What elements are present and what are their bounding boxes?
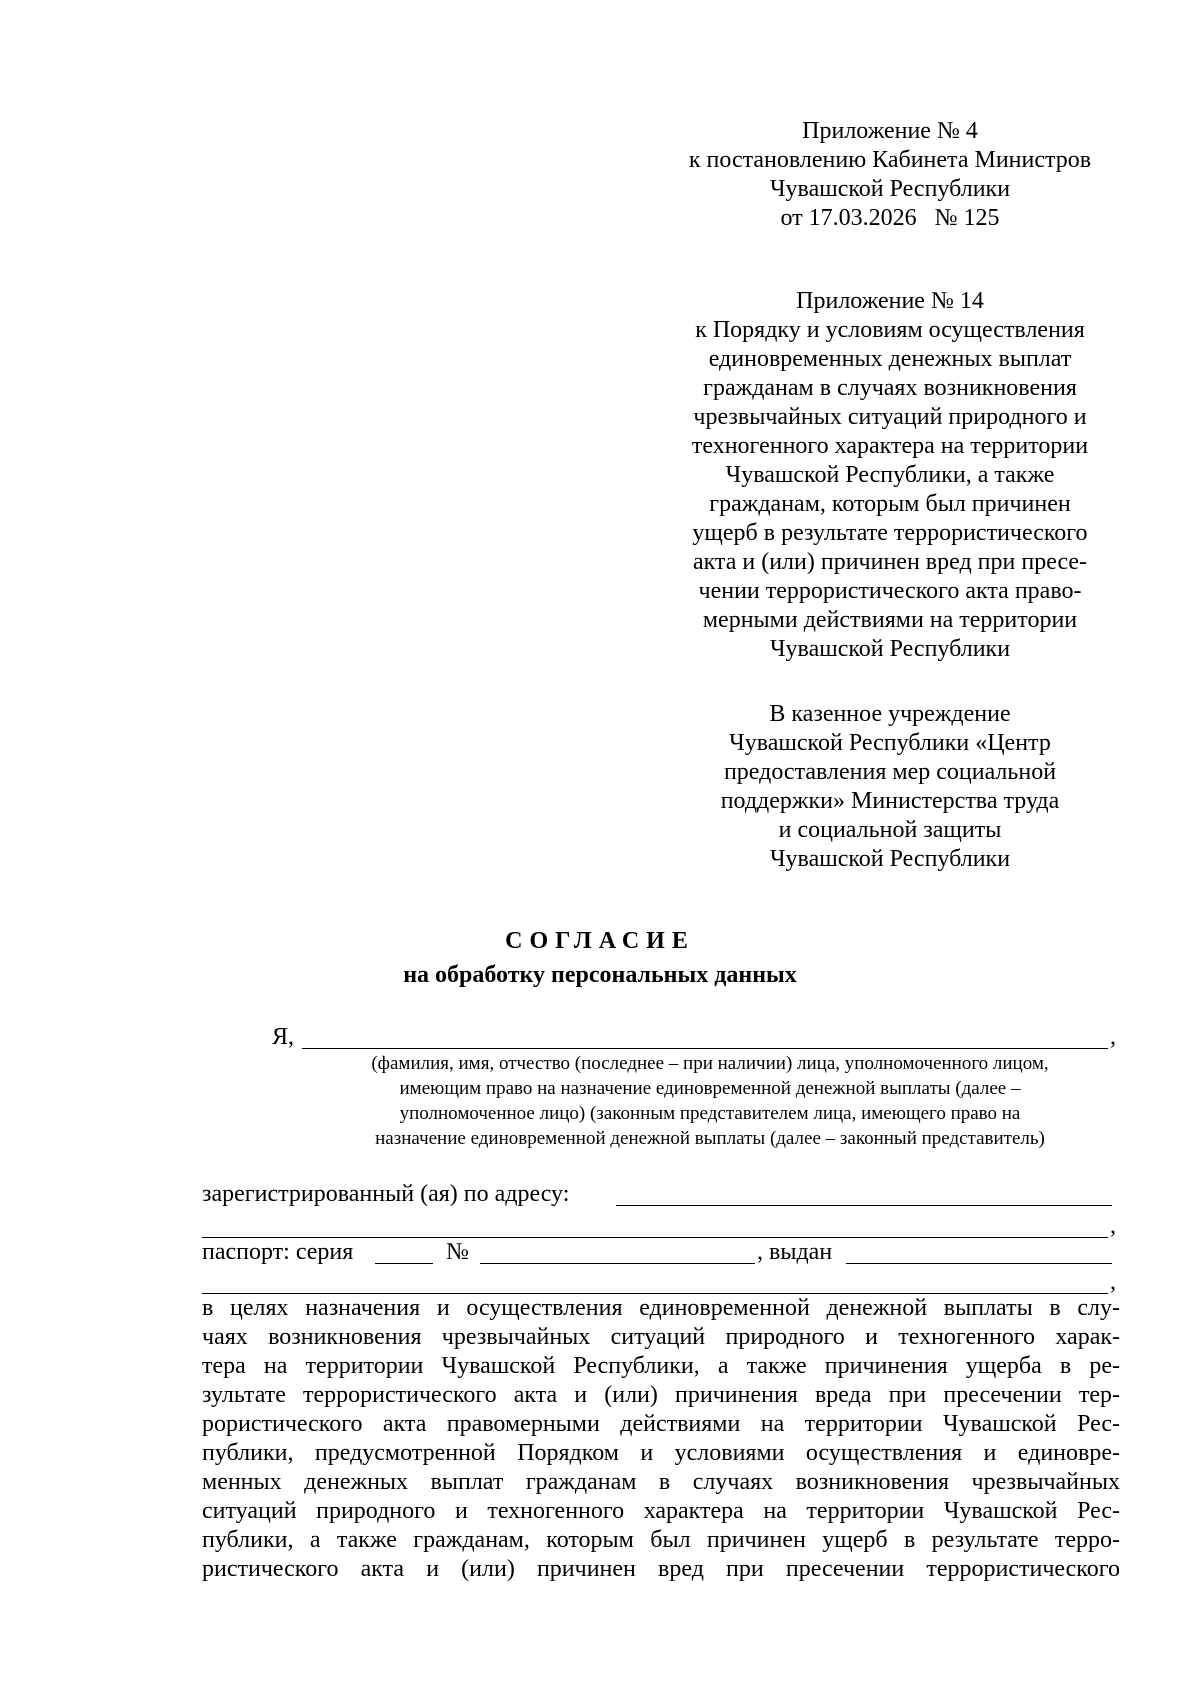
paragraph-line: в целях назначения и осуществления единовременной денежной выплаты в слу- [202, 1295, 1120, 1321]
annex-4-line: Приложение № 4 [802, 118, 978, 144]
annex-4-header [660, 117, 1120, 233]
annex-14-line: Приложение № 14 [796, 288, 984, 314]
addressee-line: предоставления мер социальной [723, 759, 1057, 785]
annex-14-line: акта и (или) причинен вред при пресе- [692, 549, 1088, 575]
addressee-line: и социальной защиты [778, 817, 1002, 843]
paragraph-line: чаях возникновения чрезвычайных ситуаций природного и техногенного харак- [202, 1324, 1120, 1350]
annex-4-line: от 17.03.2026 № 125 [780, 205, 1000, 231]
passport-label: паспорт: серия [202, 1239, 354, 1265]
annex-14-line: к Порядку и условиям осуществления [695, 317, 1085, 343]
annex-4-line: Чувашской Республики [769, 176, 1011, 202]
document-subtitle: на обработку персональных данных [403, 962, 797, 988]
paragraph-line: тера на территории Чувашской Республики, а также причинения ущерба в ре- [202, 1353, 1120, 1379]
addressee-line: Чувашской Республики «Центр [729, 730, 1051, 756]
addressee-block [660, 700, 1120, 874]
paragraph-line: менных денежных выплат гражданам в случаях возникновения чрезвычайных [202, 1469, 1120, 1495]
comma: , [1110, 1269, 1116, 1295]
paragraph-line: ситуаций природного и техногенного характера на территории Чувашской Рес- [202, 1498, 1120, 1524]
passport-number-field[interactable] [480, 1263, 755, 1264]
annex-14-line: гражданам в случаях возникновения [703, 375, 1077, 401]
annex-14-line: Чувашской Республики, а также [725, 462, 1055, 488]
full-name-caption [300, 1051, 1120, 1151]
annex-14-line: ущерб в результате террористического [692, 520, 1088, 546]
caption-line: уполномоченное лицо) (законным представителем лица, имеющего право на [399, 1103, 1021, 1124]
caption-line: назначение единовременной денежной выплаты (далее – законный представитель) [375, 1128, 1045, 1149]
comma: , [1110, 1024, 1116, 1050]
annex-14-line: чении террористического акта право- [698, 578, 1082, 604]
caption-line: имеющим право на назначение единовременной денежной выплаты (далее – [399, 1078, 1021, 1099]
address-label: зарегистрированный (ая) по адресу: [202, 1181, 570, 1207]
addressee-line: Чувашской Республики [769, 846, 1011, 872]
addressee-line: поддержки» Министерства труда [720, 788, 1060, 814]
annex-14-line: мерными действиями на территории [702, 607, 1078, 633]
annex-14-line: техногенного характера на территории [691, 433, 1089, 459]
paragraph-line: зультате террористического акта и (или) причинения вреда при пресечении тер- [202, 1382, 1120, 1408]
annex-14-line: гражданам, которым был причинен [709, 491, 1071, 517]
annex-4-line: к постановлению Кабинета Министров [688, 147, 1092, 173]
caption-line: (фамилия, имя, отчество (последнее – при наличии) лица, уполномоченного лицом, [371, 1053, 1049, 1074]
paragraph-line: ристического акта и (или) причинен вред при пресечении террористического [202, 1556, 1120, 1582]
passport-number-label: № [446, 1239, 469, 1265]
consent-paragraph [202, 1294, 1120, 1584]
document-title: СОГЛАСИЕ [505, 928, 695, 954]
paragraph-line: рористического акта правомерными действиями на территории Чувашской Рес- [202, 1411, 1120, 1437]
issued-label: , выдан [757, 1239, 833, 1265]
addressee-line: В казенное учреждение [769, 701, 1011, 727]
annex-14-header [660, 287, 1120, 664]
issued-by-field[interactable] [846, 1263, 1112, 1264]
address-field[interactable] [616, 1205, 1112, 1206]
passport-series-field[interactable] [375, 1263, 433, 1264]
annex-14-line: Чувашской Республики [769, 636, 1011, 662]
paragraph-line: публики, предусмотренной Порядком и условиями осуществления и единовре- [202, 1440, 1120, 1466]
annex-14-line: единовременных денежных выплат [708, 346, 1072, 372]
full-name-field[interactable] [302, 1048, 1108, 1049]
paragraph-line: публики, а также гражданам, которым был причинен ущерб в результате терро- [202, 1527, 1120, 1553]
annex-14-line: чрезвычайных ситуаций природного и [693, 404, 1087, 430]
comma: , [1110, 1213, 1116, 1239]
i-label: Я, [272, 1024, 295, 1050]
